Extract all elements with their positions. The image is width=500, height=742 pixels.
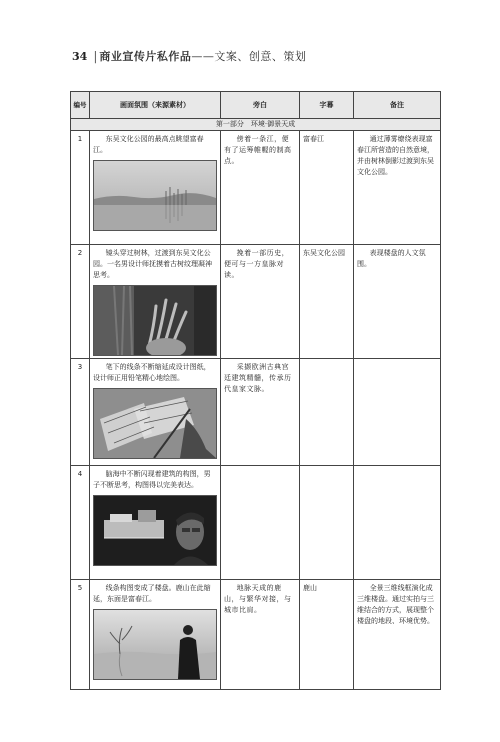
col-header-number: 编号 [71,92,90,119]
subtitle-text: 富春江 [303,135,324,143]
subtitle-text [300,359,353,362]
note-cell [354,131,441,245]
subtitle-cell [300,466,354,580]
scene-text: 脑海中不断闪现着建筑的构图，男子不断思考，构图得以完美表达。 [93,470,211,489]
note-cell [354,359,441,466]
subtitle-cell [300,359,354,466]
scene-image-man-by-lake [93,609,217,680]
table-row [71,359,441,466]
narration-text: 傍着一条江，便有了运筹帷幄的制高点。 [224,135,292,165]
row-number: 5 [71,580,90,690]
col-header-scene: 画面氛围（来源素材） [90,92,221,119]
narration-cell [221,131,300,245]
narration-text: 采撷欧洲古典宫廷建筑精髓，传承历代皇家文脉。 [224,363,292,393]
note-text: 表现楼盘的人文氛围。 [357,249,426,268]
note-cell [354,580,441,690]
row-number: 4 [71,466,90,580]
subtitle-text [300,466,353,469]
row-number: 1 [71,131,90,245]
note-text: 通过薄雾缭绕表现富春江所营造的自然意境，并由树林倒影过渡到东吴文化公园。 [357,135,434,176]
scene-image-misty-river [93,160,217,231]
note-cell [354,466,441,580]
row-number: 2 [71,245,90,359]
section-title: 第一部分 环境·御景天成 [71,119,441,131]
col-header-note: 备注 [354,92,441,119]
subtitle-text: 东吴文化公园 [303,249,345,257]
scene-image-blueprint-drawing [93,388,217,459]
col-header-narration: 旁白 [221,92,300,119]
scene-text: 东吴文化公园的最高点眺望富春江。 [93,135,204,154]
scene-cell [90,466,221,580]
subtitle-cell [300,580,354,690]
storyboard-table [70,91,441,690]
table-row [71,580,441,690]
col-header-subtitle: 字幕 [300,92,354,119]
scene-text: 线条构图变成了楼盘。鹿山在此缩延，东面是富春江。 [93,584,211,603]
narration-cell [221,245,300,359]
scene-text: 笔下的线条不断缩延成设计图纸，设计师正用铅笔精心地绘图。 [93,363,211,382]
scene-cell [90,580,221,690]
scene-cell [90,359,221,466]
page-number: 34 [72,49,88,63]
page-header [72,48,306,64]
book-title-sub: ——文案、创意、策划 [191,50,307,63]
note-cell [354,245,441,359]
table-row [71,466,441,580]
book-title [99,48,306,64]
subtitle-cell [300,131,354,245]
note-text [354,359,440,362]
note-text [354,466,440,469]
narration-text: 地脉天成的鹿山，与繁华对接，与城市比肩。 [224,584,292,614]
scene-text: 镜头穿过树林，过渡到东吴文化公园。一名男设计师抚摸着古树纹理凝神思考。 [93,249,212,279]
scene-image-hand-on-tree [93,285,217,356]
narration-cell [221,580,300,690]
table-header-row [71,92,441,119]
table-row [71,245,441,359]
book-title-main: 商业宣传片私作品 [99,50,192,63]
scene-cell [90,245,221,359]
narration-cell [221,359,300,466]
narration-cell [221,466,300,580]
narration-text: 挽着一部历史，便可与一方皇脉对读。 [224,249,290,279]
narration-text [221,466,299,469]
row-number: 3 [71,359,90,466]
scene-cell [90,131,221,245]
table-row [71,131,441,245]
subtitle-text: 鹿山 [303,584,317,592]
subtitle-cell [300,245,354,359]
section-row [71,119,441,131]
note-text: 全景三维线框演化成三维楼盘。通过实拍与三维结合的方式，展现整个楼盘的地段、环境优势。 [357,584,434,625]
scene-image-man-thinking [93,495,217,566]
header-divider: | [93,49,98,63]
